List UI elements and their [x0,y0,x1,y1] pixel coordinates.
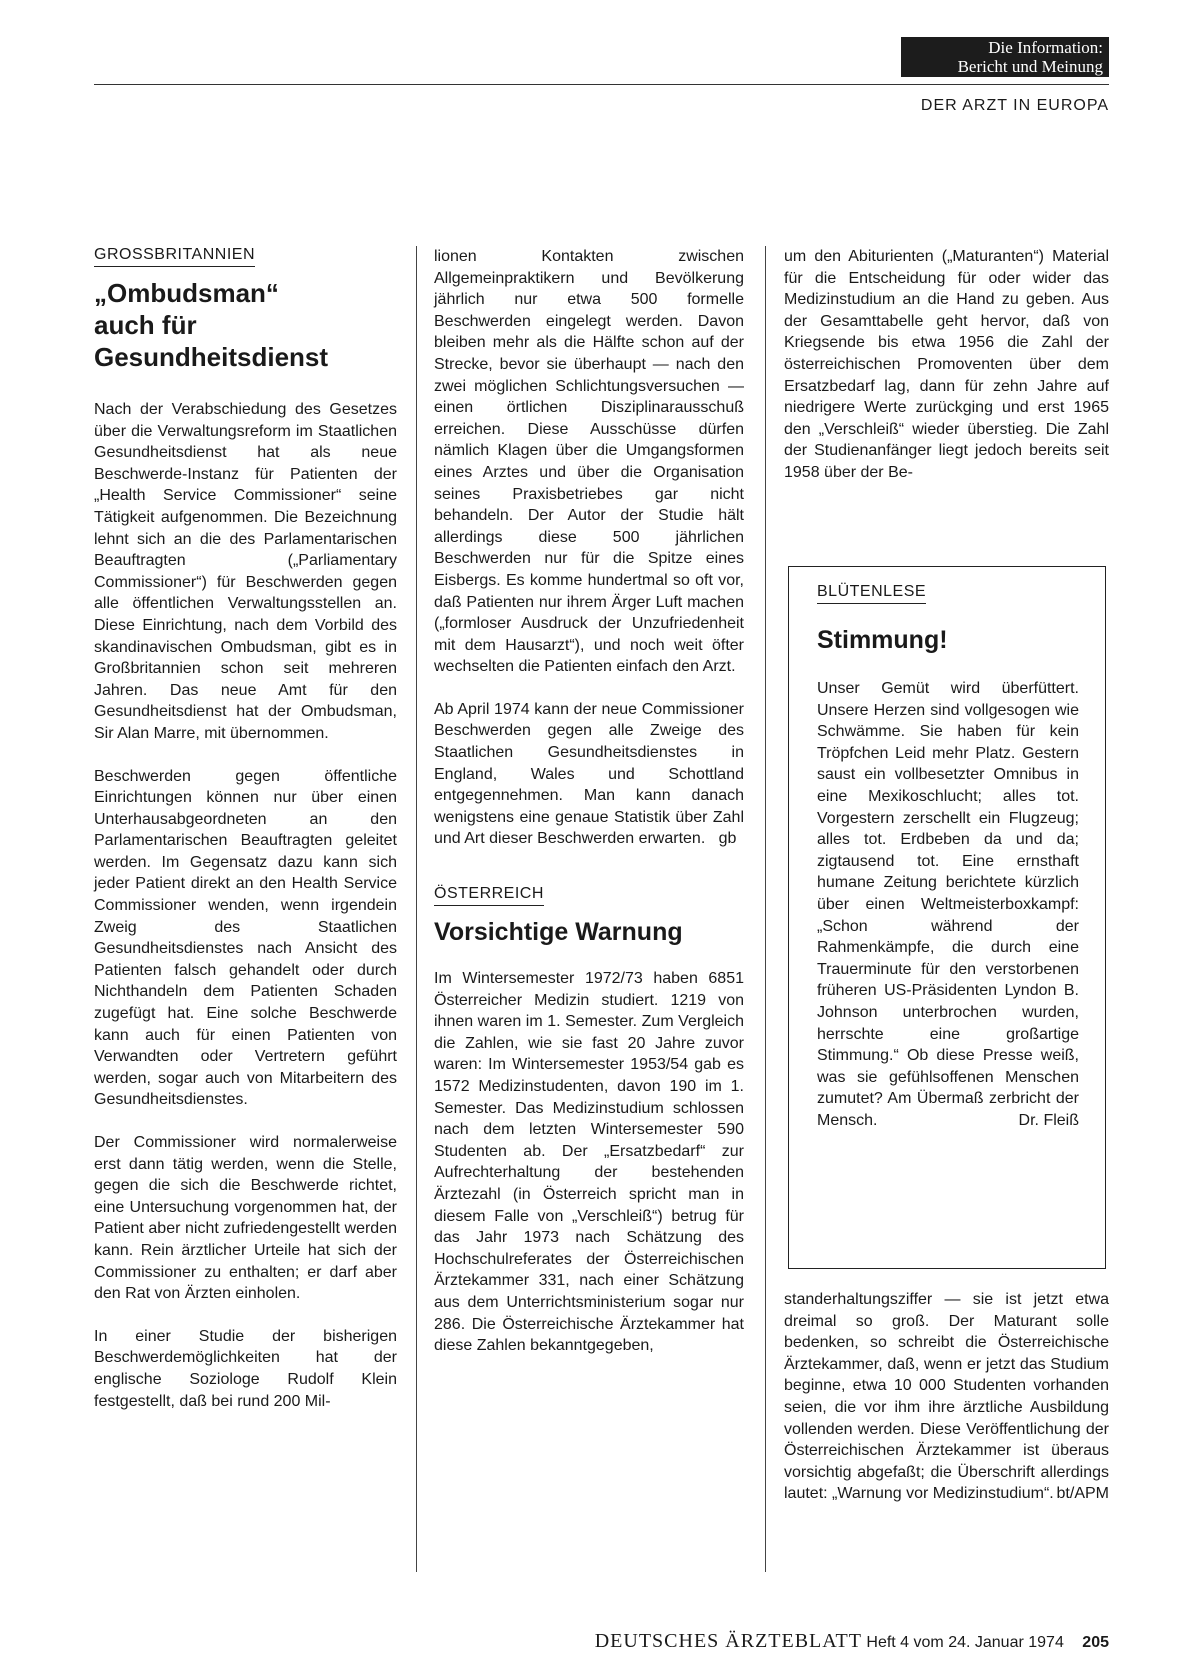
article2-paragraph-3-text: standerhaltungsziffer — sie ist jetzt etwa dreimal so groß. Der Maturant solle bedenken, so schreibt die Österreichische Ärztekammer, daß, wenn er jetzt das Studium beginne, etwa 10 000 Studenten vorhanden seien, die vor ihm ihre ärztliche Ausbildung vollenden werden. Diese Veröffentlichung der Österreichischen Ärztekammer ist überaus vorsichtig abgefaßt; die Überschrift allerdings lautet: „Warnung vor Medizinstudium“. [784,1291,1109,1503]
article1-paragraph-1: Nach der Verabschiedung des Gesetzes über die Verwaltungsreform im Staatlichen Gesundheitsdienst hat als neue Beschwerde-Instanz für Patienten der „Health Service Commissioner“ seine Tätigkeit aufgenommen. Die Bezeichnung lehnt sich an die des Parlamentarischen Beauftragten („Parliamentary Commissioner“) für Beschwerden gegen alle öffentlichen Verwaltungsstellen an. Diese Einrichtung, nach dem Vorbild des skandinavischen Ombudsman, gibt es in Großbritannien schon seit mehreren Jahren. Das neue Amt für den Gesundheitsdienst hat der Ombudsman, Sir Alan Marre, mit übernommen. [94,401,397,742]
section-label-bluetenlese: BLÜTENLESE [817,583,926,604]
article1-paragraph-6 [434,699,744,850]
page-number: 205 [1082,1634,1109,1651]
article2-paragraph-2: um den Abiturienten („Maturanten“) Material für die Entscheidung für oder wider das Medizinstudium an die Hand zu geben. Aus der Gesamttabelle geht hervor, daß von Kriegsende bis etwa 1956 die Zahl der österreichischen Promoventen über dem Ersatzbedarf lag, dann für zehn Jahre auf niedrigere Werte zurückging und erst 1965 den „Verschleiß“ wieder überstieg. Die Zahl der Studienanfänger liegt jedoch bereits seit 1958 über der Be- [784,248,1109,481]
footer-issue: Heft 4 vom 24. Januar 1974 [866,1634,1064,1651]
box-text-body: Unser Gemüt wird überfüttert. Unsere Herzen sind vollgesogen wie Schwämme. Sie haben für kein Tröpfchen Leid mehr Platz. Gestern saust ein vollbesetzter Omnibus in eine Mexikoschlucht; alles tot. Vorgestern zerschellt ein Flugzeug; alles tot. Erdbeben da und da; zigtausend tot. Eine ernsthaft humane Zeitung berichtete kürzlich über einen Weltmeisterboxkampf: „Schon während der Rahmenkämpfe, die durch eine Trauerminute für den verstorbenen früheren US-Präsidenten Lyndon B. Johnson unterbrochen wurden, herrschte eine großartige Stimmung.“ Ob diese Presse weiß, was sie gefühlsoffenen Menschen zumutet? Am Übermaß zerbricht der Mensch. [817,680,1079,1129]
bluetenlese-box [788,566,1106,1269]
article1-paragraph-2: Beschwerden gegen öffentliche Einrichtungen können nur über einen Unterhausabgeordneten an den Parlamentarischen Beauftragten geleitet werden. Im Gegensatz dazu kann sich jeder Patient direkt an den Health Service Commissioner wenden, wenn irgendein Zweig des Staatlichen Gesundheitsdienstes nach Ansicht des Patienten falsch gehandelt oder durch Nichthandeln dem Patienten Schaden zugefügt hat. Eine solche Beschwerde kann auch für einen Patienten von Verwandten oder Vertretern geführt werden, sogar auch von Mitarbeitern des Gesundheitsdienstes. [94,767,397,1109]
headline-line3: Gesundheitsdienst [94,342,329,372]
article-headline-warnung: Vorsichtige Warnung [434,918,683,947]
headline-line1: „Ombudsman“ [94,278,279,308]
column-3 [784,246,1109,505]
box-text [817,678,1079,1131]
headline-line2: auch für [94,310,197,340]
article2-paragraph-3 [784,1289,1109,1505]
header-rule [94,84,1109,85]
column-3-bottom [784,1289,1109,1526]
article2-paragraph-1: Im Wintersemester 1972/73 haben 6851 Österreicher Medizin studiert. 1219 von ihnen waren im 1. Semester. Zum Vergleich die Zahlen, wie sie fast 20 Jahre zuvor waren: Im Wintersemester 1953/54 gab es 1572 Medizinstudenten, davon 190 im 1. Semester. Das Medizinstudium schlossen nach dem letzten Wintersemester 590 Studenten ab. Der „Ersatzbedarf“ zur Aufrechterhaltung der bestehenden Ärztezahl (in Österreich spricht man in diesem Falle von „Verschleiß“) betrug für das Jahr 1973 nach Schätzung des Hochschulreferates der Österreichischen Ärztekammer 331, nach einer Schätzung aus dem Unterrichtsministerium sogar nur 286. Die Österreichische Ärztekammer hat diese Zahlen bekanntgegeben, [434,970,744,1355]
column-1 [94,246,397,1433]
article-headline-ombudsman [94,277,397,373]
article1-signature: gb [718,830,737,848]
column-2 [434,246,744,1378]
article1-paragraph-5: lionen Kontakten zwischen Allgemeinpraktikern und Bevölkerung jährlich nur etwa 500 formelle Beschwerden eingelegt werden. Davon bleiben mehr als die Hälfte schon auf der Strecke, bevor sie überhaupt — nach den zwei möglichen Schlichtungsversuchen — einen örtlichen Disziplinarausschuß erreichen. Diese Ausschüsse dürfen nämlich Klagen über die Umgangsformen eines Arztes und über die Organisation seines Praxisbetriebes gar nicht behandeln. Der Autor der Studie hält allerdings diese 500 jährlichen Beschwerden nur für die Spitze eines Eisbergs. Es komme hundertmal so oft vor, daß Patienten nur ihrem Ärger Luft machen („formloser Ausdruck der Unzufriedenheit mit dem Hausarzt“), und noch weit öfter wechselten die Patienten einfach den Arzt. [434,248,744,676]
box-signature: Dr. Fleiß [1018,1111,1079,1129]
section-tag-line2: Bericht und Meinung [957,57,1103,76]
article2-signature: bt/APM [1056,1485,1109,1503]
section-label-grossbritannien: GROSSBRITANNIEN [94,246,255,267]
section-tag-line1: Die Information: [988,38,1103,57]
section-tag [901,37,1109,77]
article1-paragraph-3: Der Commissioner wird normalerweise erst dann tätig werden, wenn die Stelle, gegen die sich die Beschwerde richtet, eine Untersuchung vorgenommen hat, der Patient aber nicht zufriedengestellt werden kann. Rein ärztlicher Urteile hat sich der Commissioner zu enthalten; er darf aber den Rat von Ärzten einholen. [94,1134,397,1303]
page-kicker: DER ARZT IN EUROPA [920,97,1109,114]
footer-journal: DEUTSCHES ÄRZTEBLATT [594,1630,862,1652]
column-divider-2 [765,246,766,1572]
box-headline: Stimmung! [817,626,948,654]
article1-paragraph-6-text: Ab April 1974 kann der neue Commissioner Beschwerden gegen alle Zweige des Staatlichen Gesundheitsdienstes in England, Wales und Schottland entgegennehmen. Man kann danach wenigstens eine genaue Statistik über Zahl und Art dieser Beschwerden erwarten. [434,700,744,848]
column-divider-1 [416,246,417,1572]
article1-paragraph-4: In einer Studie der bisherigen Beschwerdemöglichkeiten hat der englische Soziologe Rudolf Klein festgestellt, daß bei rund 200 Mil- [94,1327,397,1410]
page-footer [595,1630,1109,1653]
section-label-oesterreich: ÖSTERREICH [434,885,544,906]
